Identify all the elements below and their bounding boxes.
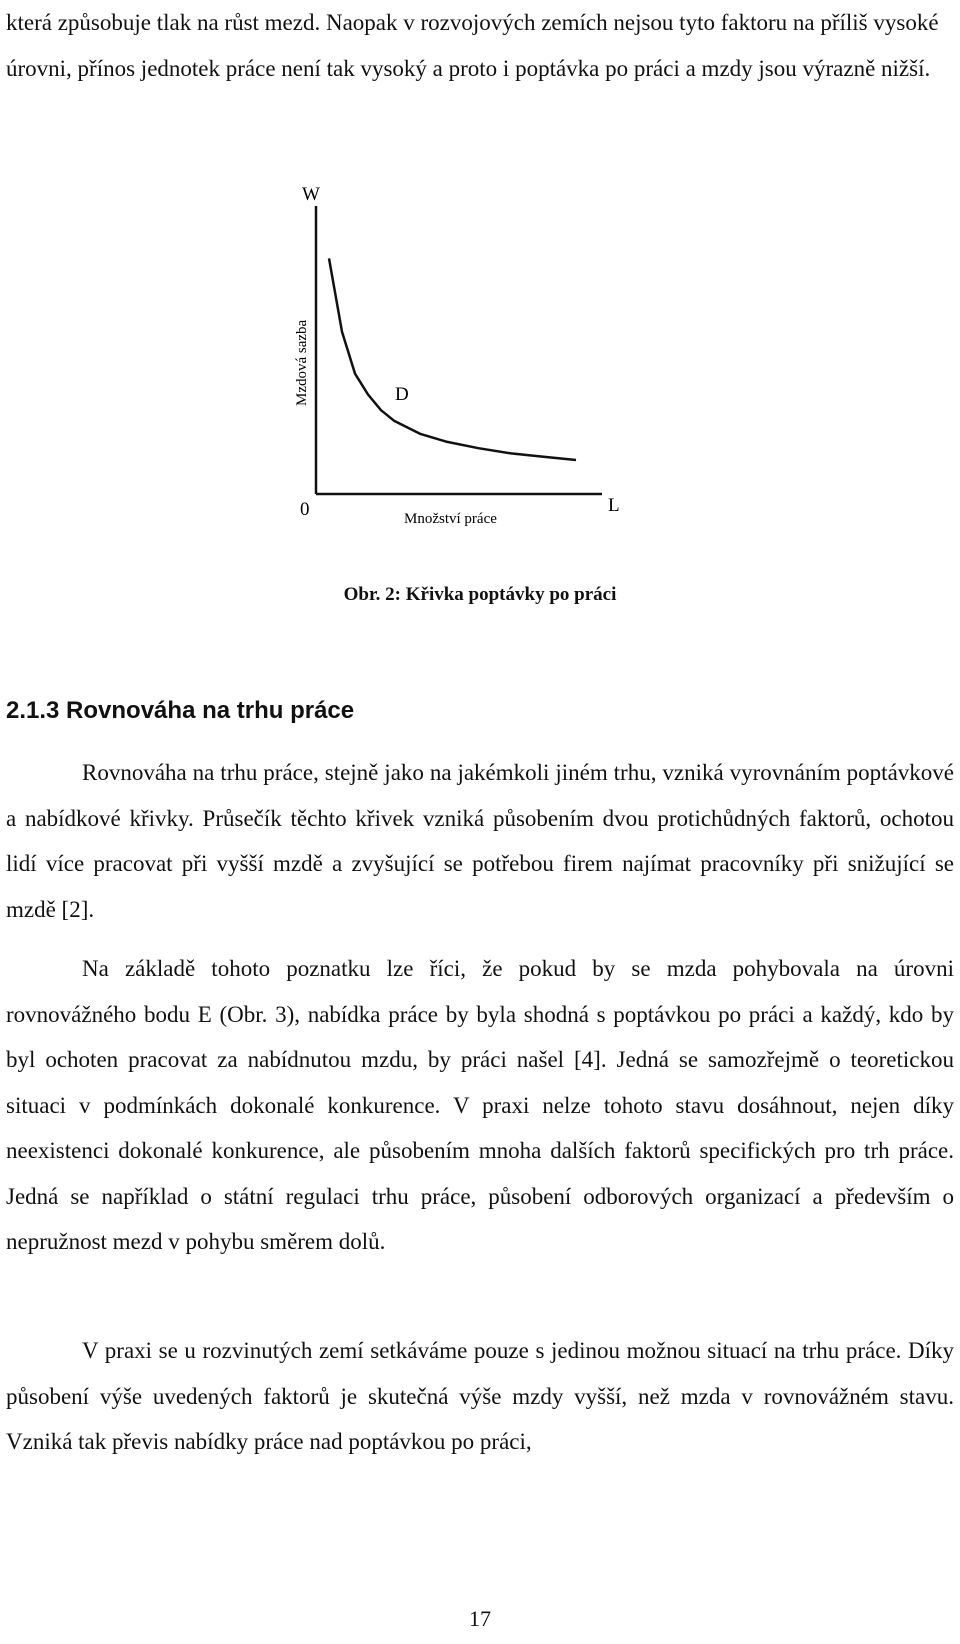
paragraph-3: V praxi se u rozvinutých zemí setkáváme pouze s jedinou možnou situací na trhu práce. Díky působení výše uvedených faktorů je skutečná výše mzdy vyšší, než mzda v rovnovážném stavu. Vzniká tak převis nabídky práce nad poptávkou po práci, (6, 1338, 954, 1454)
page-number: 17 (469, 1606, 491, 1631)
y-axis-letter: W (302, 184, 320, 205)
origin-label: 0 (300, 499, 310, 520)
y-axis-title: Mzdová sazba (294, 319, 310, 406)
section-heading: 2.1.3 Rovnováha na trhu práce (6, 697, 355, 724)
x-axis-letter: L (608, 495, 620, 516)
figure-caption: Obr. 2: Křivka poptávky po práci (343, 584, 617, 605)
demand-curve-line (329, 258, 576, 460)
paragraph-1: Rovnováha na trhu práce, stejně jako na jakémkoli jiném trhu, vzniká vyrovnáním poptávkové a nabídkové křivky. Průsečík těchto křivek vzniká působením dvou protichůdných faktorů, ochotou lidí více pracovat při vyšší mzdě a zvyšující se potřebou firem najímat pracovníky při snižující se mzdě [2]. (6, 760, 954, 922)
intro-paragraph: která způsobuje tlak na růst mezd. Naopak v rozvojových zemích nejsou tyto faktoru na příliš vysoké úrovni, přínos jednotek práce není tak vysoký a proto i poptávka po práci a mzdy jsou výrazně nižší. (6, 10, 939, 81)
labor-demand-chart (292, 178, 652, 548)
demand-curve-label: D (395, 384, 409, 406)
paragraph-2: Na základě tohoto poznatku lze říci, že pokud by se mzda pohybovala na úrovni rovnovážného bodu E (Obr. 3), nabídka práce by byla shodná s poptávkou po práci a každý, kdo by byl ochoten pracovat za nabídnutou mzdu, by práci našel [4]. Jedná se samozřejmě o teoretickou situaci v podmínkách dokonalé konkurence. V praxi nelze tohoto stavu dosáhnout, nejen díky neexistenci dokonalé konkurence, ale působením mnoha dalších faktorů specifických pro trh práce. Jedná se například o státní regulaci trhu práce, působení odborových organizací a především o nepružnost mezd v pohybu směrem dolů. (6, 956, 954, 1254)
x-axis-title: Množství práce (404, 511, 497, 527)
